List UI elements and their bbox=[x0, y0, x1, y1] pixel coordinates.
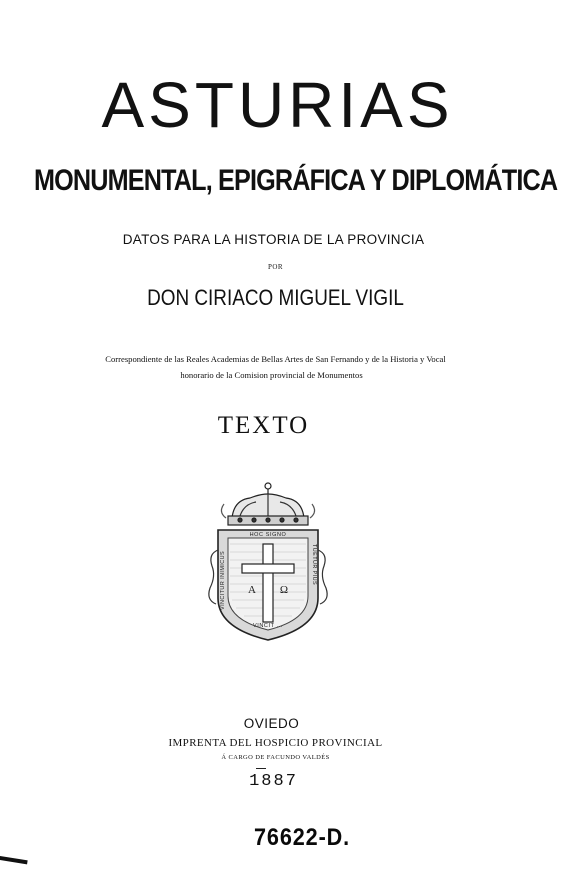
asturias-coat-of-arms bbox=[204, 478, 332, 644]
shield-icon bbox=[218, 530, 318, 640]
book-description: DATOS PARA LA HISTORIA DE LA PROVINCIA bbox=[122, 232, 425, 247]
crest-ribbon-left: VINCITUR INIMICUS bbox=[220, 550, 226, 610]
book-title: ASTURIAS bbox=[101, 69, 454, 141]
scan-edge-mark bbox=[0, 856, 28, 864]
volume-label: TEXTO bbox=[217, 412, 310, 439]
crest-ribbon-top: HOC SIGNO bbox=[249, 532, 287, 538]
publication-city: OVIEDO bbox=[243, 716, 300, 731]
author-credentials-line-2: honorario de la Comision provincial de Monumentos bbox=[180, 370, 363, 380]
library-stamp: 76622-D. bbox=[254, 824, 351, 851]
printer-note: Á CARGO DE FACUNDO VALDÉS bbox=[221, 754, 330, 761]
printer-name: IMPRENTA DEL HOSPICIO PROVINCIAL bbox=[168, 737, 383, 749]
by-label: POR bbox=[267, 263, 284, 271]
crest-ribbon-bottom: VINCIT ... bbox=[252, 623, 284, 629]
author-name: DON CIRIACO MIGUEL VIGIL bbox=[147, 285, 404, 310]
author-credentials-line-1: Correspondiente de las Reales Academias de Bellas Artes de San Fernando y de la Historia y Vocal bbox=[105, 354, 446, 364]
crest-ribbon-right: TUETUR PIUS bbox=[311, 544, 317, 586]
crest-alpha: A bbox=[248, 584, 256, 596]
book-subtitle: MONUMENTAL, EPIGRÁFICA Y DIPLOMÁTICA bbox=[34, 164, 558, 197]
divider bbox=[256, 768, 266, 769]
crown-icon bbox=[221, 483, 314, 525]
publication-year: 1887 bbox=[249, 772, 298, 791]
crest-omega: Ω bbox=[279, 584, 289, 596]
